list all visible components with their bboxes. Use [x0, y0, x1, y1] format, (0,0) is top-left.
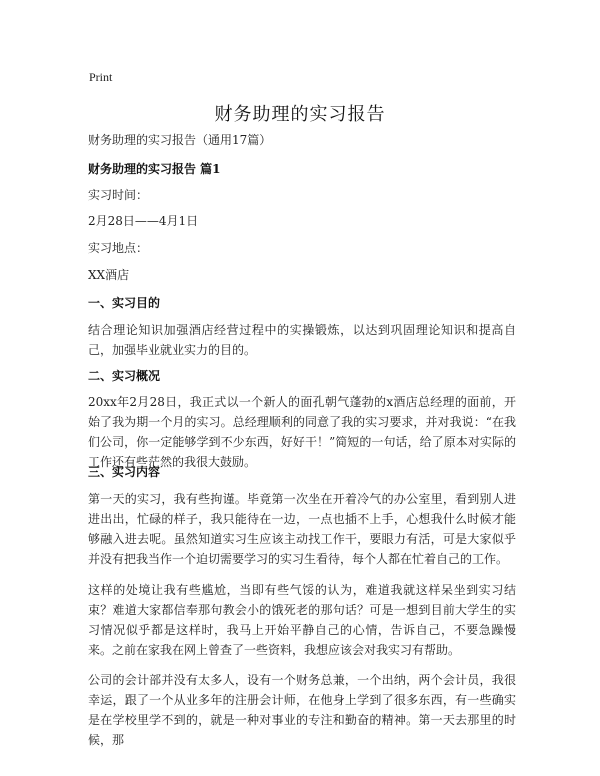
document-subtitle: 财务助理的实习报告（通用17篇）: [88, 133, 272, 147]
document-title: 财务助理的实习报告: [214, 104, 386, 125]
print-label: Print: [89, 70, 113, 84]
section-text-purpose: 结合理论知识加强酒店经营过程中的实操锻炼，以达到巩固理论知识和提高自己，加强毕业就业实力的目的。: [88, 323, 516, 357]
section-heading-purpose: 一、实习目的: [88, 296, 161, 310]
section-heading-content: 三、实习内容: [88, 465, 161, 479]
time-value: 2月28日——4月1日: [88, 214, 199, 228]
time-label: 实习时间：: [88, 188, 149, 202]
section-text-content-1: 第一天的实习，我有些拘谨。毕竟第一次坐在开着冷气的办公室里，看到别人进进出出，忙碌的样子，我只能待在一边，一点也插不上手，心想我什么时候才能够融入进去呢。虽然知道实习生应该主动找工作干，要眼力有活，可是大家似乎并没有把我当作一个迫切需要学习的实习生看待，每个人都在忙着自己的工作。: [88, 492, 516, 566]
article-heading: 财务助理的实习报告 篇1: [88, 162, 221, 176]
place-value: XX酒店: [88, 268, 130, 282]
section-text-content-3: 公司的会计部并没有太多人，设有一个财务总兼，一个出纳，两个会计员，我很幸运，跟了一个从业多年的注册会计师，在他身上学到了很多东西，有一些确实是在学校里学不到的，就是一种对事业的专注和勤奋的精神。第一天去那里的时候，那: [88, 673, 516, 747]
section-text-content-2: 这样的处境让我有些尴尬，当即有些气馁的认为，难道我就这样呆坐到实习结束？难道大家都信奉那句教会小的饿死老的那句话？可是一想到目前大学生的实习情况似乎都是这样时，我马上开始平静自己的心情，告诉自己，不要急躁慢来。之前在家我在网上曾查了一些资料，我想应该会对我实习有帮助。: [88, 583, 516, 657]
section-text-overview: 20xx年2月28日，我正式以一个新人的面孔朝气蓬勃的x酒店总经理的面前，开始了我为期一个月的实习。总经理顺利的同意了我的实习要求，并对我说：“在我们公司，你一定能够学到不少东西，好好干！”简短的一句话，给了原本对实际的工作还有些茫然的我很大鼓励。: [88, 395, 516, 469]
place-label: 实习地点：: [88, 241, 149, 255]
section-heading-overview: 二、实习概况: [88, 369, 161, 383]
